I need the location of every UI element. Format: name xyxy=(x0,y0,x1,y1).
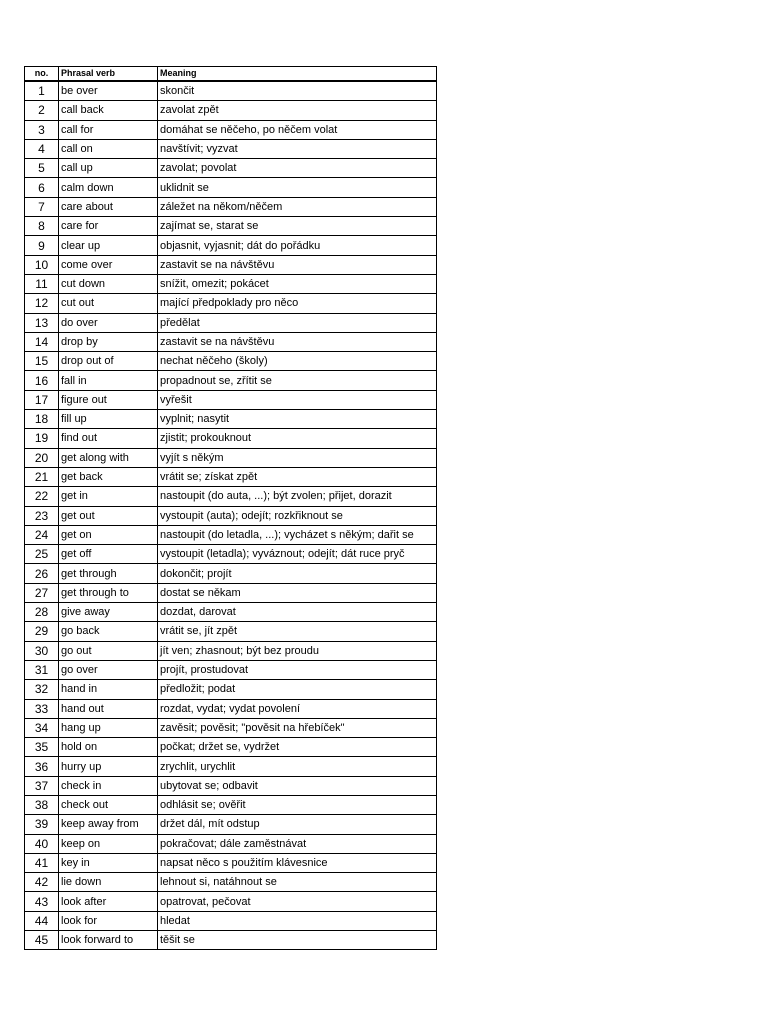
row-phrasal-verb: hand in xyxy=(59,680,158,699)
phrasal-verbs-table xyxy=(24,66,437,950)
table-row xyxy=(25,274,437,293)
row-number: 8 xyxy=(25,217,59,236)
row-phrasal-verb: cut out xyxy=(59,294,158,313)
row-phrasal-verb: keep on xyxy=(59,834,158,853)
row-number: 35 xyxy=(25,738,59,757)
table-row xyxy=(25,718,437,737)
table-row xyxy=(25,757,437,776)
row-phrasal-verb: drop out of xyxy=(59,352,158,371)
row-meaning: vyřešit xyxy=(158,390,437,409)
row-number: 3 xyxy=(25,120,59,139)
table-row xyxy=(25,892,437,911)
row-meaning: mající předpoklady pro něco xyxy=(158,294,437,313)
row-phrasal-verb: hold on xyxy=(59,738,158,757)
row-phrasal-verb: get along with xyxy=(59,448,158,467)
row-phrasal-verb: find out xyxy=(59,429,158,448)
row-number: 37 xyxy=(25,776,59,795)
table-row xyxy=(25,873,437,892)
row-phrasal-verb: get off xyxy=(59,545,158,564)
row-meaning: držet dál, mít odstup xyxy=(158,815,437,834)
table-row xyxy=(25,352,437,371)
row-phrasal-verb: hang up xyxy=(59,718,158,737)
table-row xyxy=(25,622,437,641)
table-row xyxy=(25,294,437,313)
table-row xyxy=(25,506,437,525)
table-row xyxy=(25,429,437,448)
table-header-row xyxy=(25,67,437,82)
row-number: 22 xyxy=(25,487,59,506)
row-phrasal-verb: come over xyxy=(59,255,158,274)
row-number: 4 xyxy=(25,139,59,158)
table-row xyxy=(25,410,437,429)
row-phrasal-verb: call for xyxy=(59,120,158,139)
row-phrasal-verb: do over xyxy=(59,313,158,332)
row-phrasal-verb: cut down xyxy=(59,274,158,293)
row-number: 31 xyxy=(25,660,59,679)
row-phrasal-verb: look for xyxy=(59,911,158,930)
table-row xyxy=(25,931,437,950)
row-number: 21 xyxy=(25,467,59,486)
row-phrasal-verb: lie down xyxy=(59,873,158,892)
column-header-no: no. xyxy=(25,67,59,82)
row-phrasal-verb: calm down xyxy=(59,178,158,197)
row-meaning: zavěsit; pověsit; "pověsit na hřebíček" xyxy=(158,718,437,737)
row-number: 28 xyxy=(25,603,59,622)
row-phrasal-verb: clear up xyxy=(59,236,158,255)
row-meaning: zastavit se na návštěvu xyxy=(158,255,437,274)
row-number: 2 xyxy=(25,101,59,120)
row-meaning: skončit xyxy=(158,81,437,101)
row-meaning: dostat se někam xyxy=(158,583,437,602)
row-phrasal-verb: go out xyxy=(59,641,158,660)
row-number: 38 xyxy=(25,795,59,814)
row-phrasal-verb: get back xyxy=(59,467,158,486)
row-meaning: nastoupit (do letadla, ...); vycházet s někým; dařit se xyxy=(158,525,437,544)
row-meaning: vyjít s někým xyxy=(158,448,437,467)
row-meaning: předělat xyxy=(158,313,437,332)
row-number: 24 xyxy=(25,525,59,544)
row-number: 12 xyxy=(25,294,59,313)
row-meaning: zrychlit, urychlit xyxy=(158,757,437,776)
row-meaning: jít ven; zhasnout; být bez proudu xyxy=(158,641,437,660)
row-number: 18 xyxy=(25,410,59,429)
table-row xyxy=(25,197,437,216)
row-meaning: zavolat; povolat xyxy=(158,159,437,178)
row-meaning: uklidnit se xyxy=(158,178,437,197)
table-row xyxy=(25,853,437,872)
row-number: 30 xyxy=(25,641,59,660)
row-phrasal-verb: get out xyxy=(59,506,158,525)
table-row xyxy=(25,390,437,409)
row-meaning: zjistit; prokouknout xyxy=(158,429,437,448)
row-number: 32 xyxy=(25,680,59,699)
table-row xyxy=(25,699,437,718)
row-number: 42 xyxy=(25,873,59,892)
row-number: 33 xyxy=(25,699,59,718)
row-meaning: dokončit; projít xyxy=(158,564,437,583)
row-phrasal-verb: check out xyxy=(59,795,158,814)
row-number: 20 xyxy=(25,448,59,467)
row-number: 41 xyxy=(25,853,59,872)
row-number: 9 xyxy=(25,236,59,255)
row-meaning: předložit; podat xyxy=(158,680,437,699)
row-phrasal-verb: call back xyxy=(59,101,158,120)
column-header-meaning: Meaning xyxy=(158,67,437,82)
row-meaning: nechat něčeho (školy) xyxy=(158,352,437,371)
row-meaning: zastavit se na návštěvu xyxy=(158,332,437,351)
row-meaning: opatrovat, pečovat xyxy=(158,892,437,911)
table-row xyxy=(25,525,437,544)
row-meaning: odhlásit se; ověřit xyxy=(158,795,437,814)
table-row xyxy=(25,795,437,814)
table-row xyxy=(25,178,437,197)
table-row xyxy=(25,776,437,795)
row-phrasal-verb: be over xyxy=(59,81,158,101)
row-phrasal-verb: drop by xyxy=(59,332,158,351)
row-phrasal-verb: check in xyxy=(59,776,158,795)
table-row xyxy=(25,448,437,467)
table-row xyxy=(25,815,437,834)
table-row xyxy=(25,371,437,390)
table-row xyxy=(25,583,437,602)
table-row xyxy=(25,487,437,506)
row-number: 29 xyxy=(25,622,59,641)
table-row xyxy=(25,834,437,853)
table-row xyxy=(25,255,437,274)
row-number: 19 xyxy=(25,429,59,448)
table-row xyxy=(25,911,437,930)
row-number: 39 xyxy=(25,815,59,834)
table-row xyxy=(25,660,437,679)
row-number: 15 xyxy=(25,352,59,371)
row-meaning: snížit, omezit; pokácet xyxy=(158,274,437,293)
row-phrasal-verb: get on xyxy=(59,525,158,544)
row-meaning: lehnout si, natáhnout se xyxy=(158,873,437,892)
row-number: 43 xyxy=(25,892,59,911)
row-meaning: vrátit se, jít zpět xyxy=(158,622,437,641)
row-number: 16 xyxy=(25,371,59,390)
table-row xyxy=(25,641,437,660)
row-phrasal-verb: figure out xyxy=(59,390,158,409)
row-phrasal-verb: keep away from xyxy=(59,815,158,834)
row-phrasal-verb: key in xyxy=(59,853,158,872)
table-row xyxy=(25,332,437,351)
row-meaning: objasnit, vyjasnit; dát do pořádku xyxy=(158,236,437,255)
row-phrasal-verb: get through xyxy=(59,564,158,583)
row-number: 5 xyxy=(25,159,59,178)
row-number: 40 xyxy=(25,834,59,853)
row-number: 27 xyxy=(25,583,59,602)
row-phrasal-verb: hurry up xyxy=(59,757,158,776)
row-number: 23 xyxy=(25,506,59,525)
row-phrasal-verb: call on xyxy=(59,139,158,158)
row-number: 34 xyxy=(25,718,59,737)
row-number: 36 xyxy=(25,757,59,776)
table-row xyxy=(25,120,437,139)
table-row xyxy=(25,564,437,583)
row-phrasal-verb: get through to xyxy=(59,583,158,602)
row-phrasal-verb: fill up xyxy=(59,410,158,429)
table-row xyxy=(25,81,437,101)
row-meaning: projít, prostudovat xyxy=(158,660,437,679)
row-number: 14 xyxy=(25,332,59,351)
table-row xyxy=(25,680,437,699)
row-number: 44 xyxy=(25,911,59,930)
table-row xyxy=(25,139,437,158)
row-meaning: domáhat se něčeho, po něčem volat xyxy=(158,120,437,139)
row-number: 6 xyxy=(25,178,59,197)
table-row xyxy=(25,101,437,120)
row-phrasal-verb: get in xyxy=(59,487,158,506)
row-phrasal-verb: look after xyxy=(59,892,158,911)
row-meaning: vystoupit (letadla); vyváznout; odejít; dát ruce pryč xyxy=(158,545,437,564)
row-meaning: zavolat zpět xyxy=(158,101,437,120)
row-meaning: dozdat, darovat xyxy=(158,603,437,622)
table-row xyxy=(25,313,437,332)
row-meaning: navštívit; vyzvat xyxy=(158,139,437,158)
row-phrasal-verb: go back xyxy=(59,622,158,641)
column-header-phrasal-verb: Phrasal verb xyxy=(59,67,158,82)
table-row xyxy=(25,603,437,622)
table-row xyxy=(25,159,437,178)
row-meaning: propadnout se, zřítit se xyxy=(158,371,437,390)
table-row xyxy=(25,738,437,757)
row-number: 25 xyxy=(25,545,59,564)
row-number: 10 xyxy=(25,255,59,274)
row-meaning: hledat xyxy=(158,911,437,930)
row-meaning: vrátit se; získat zpět xyxy=(158,467,437,486)
row-number: 45 xyxy=(25,931,59,950)
row-number: 13 xyxy=(25,313,59,332)
row-phrasal-verb: care about xyxy=(59,197,158,216)
row-phrasal-verb: call up xyxy=(59,159,158,178)
row-phrasal-verb: care for xyxy=(59,217,158,236)
row-phrasal-verb: give away xyxy=(59,603,158,622)
row-meaning: rozdat, vydat; vydat povolení xyxy=(158,699,437,718)
row-meaning: zajímat se, starat se xyxy=(158,217,437,236)
row-meaning: napsat něco s použitím klávesnice xyxy=(158,853,437,872)
row-number: 11 xyxy=(25,274,59,293)
table-row xyxy=(25,545,437,564)
table-row xyxy=(25,217,437,236)
row-meaning: vystoupit (auta); odejít; rozkřiknout se xyxy=(158,506,437,525)
row-phrasal-verb: go over xyxy=(59,660,158,679)
row-meaning: těšit se xyxy=(158,931,437,950)
table-row xyxy=(25,467,437,486)
row-phrasal-verb: fall in xyxy=(59,371,158,390)
row-number: 26 xyxy=(25,564,59,583)
row-phrasal-verb: look forward to xyxy=(59,931,158,950)
row-meaning: nastoupit (do auta, ...); být zvolen; přijet, dorazit xyxy=(158,487,437,506)
row-meaning: vyplnit; nasytit xyxy=(158,410,437,429)
row-number: 7 xyxy=(25,197,59,216)
row-meaning: ubytovat se; odbavit xyxy=(158,776,437,795)
row-meaning: pokračovat; dále zaměstnávat xyxy=(158,834,437,853)
row-number: 1 xyxy=(25,81,59,101)
row-meaning: počkat; držet se, vydržet xyxy=(158,738,437,757)
row-meaning: záležet na někom/něčem xyxy=(158,197,437,216)
row-phrasal-verb: hand out xyxy=(59,699,158,718)
table-row xyxy=(25,236,437,255)
row-number: 17 xyxy=(25,390,59,409)
